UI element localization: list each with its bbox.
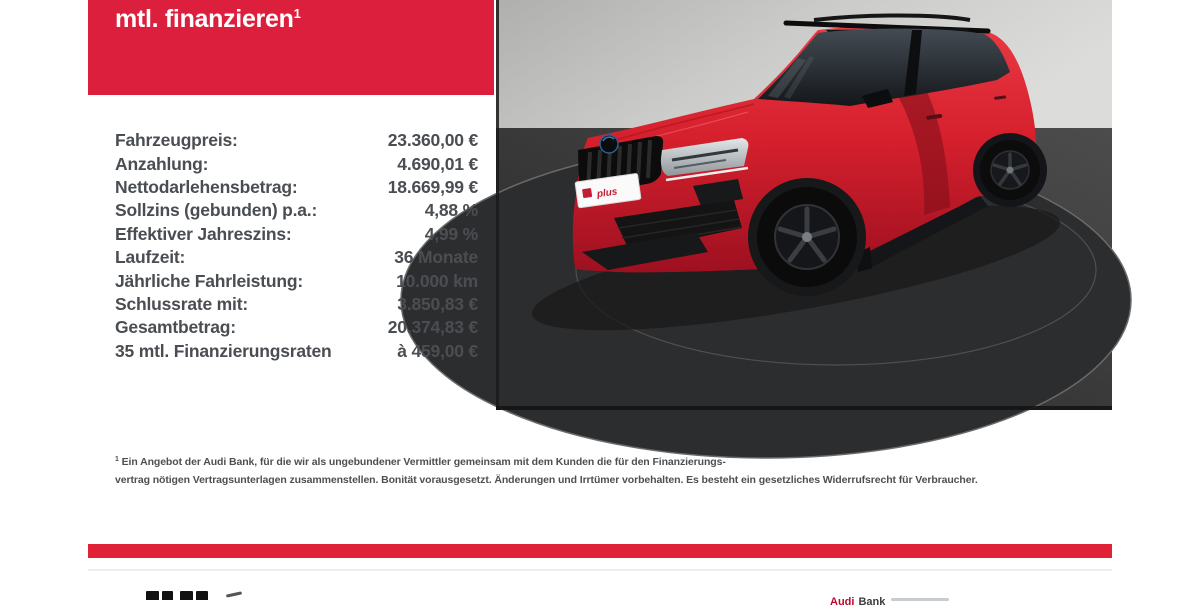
plate-text: plus <box>596 186 619 201</box>
dealer-logo-partial <box>146 591 266 600</box>
finance-table <box>115 129 478 363</box>
headline-banner <box>88 0 494 95</box>
finance-label: Jährliche Fahrleistung: <box>115 270 303 291</box>
audi-bank-logo-word2: Bank <box>858 596 886 608</box>
finance-label: Nettodarlehensbetrag: <box>115 176 298 197</box>
footnote-line1: Ein Angebot der Audi Bank, für die wir als ungebundener Vermittler gemeinsam mit dem Kunden die für den Finanzierungs- <box>121 456 726 468</box>
table-row <box>115 246 478 269</box>
finance-label: 35 mtl. Finanzierungsraten <box>115 340 332 361</box>
footnote-marker: 1 <box>115 456 119 463</box>
bottom-divider <box>88 569 1112 571</box>
finance-label: Fahrzeugpreis: <box>115 130 238 151</box>
table-row <box>115 340 478 363</box>
finance-value: 4.690,01 € <box>397 153 478 174</box>
table-row <box>115 152 478 175</box>
banner-title-text: mtl. finanzieren <box>115 5 294 33</box>
finance-value: 3.850,83 € <box>397 293 478 314</box>
footnote <box>115 451 1015 489</box>
photo-bottom-edge <box>496 406 1112 410</box>
bottom-red-bar <box>88 544 1112 558</box>
dealer-logo-fragment <box>196 591 208 600</box>
dealer-logo-fragment <box>180 591 193 600</box>
audi-bank-logo-word1: Audi <box>830 596 855 608</box>
table-row <box>115 269 478 292</box>
logo-fragment <box>891 598 949 601</box>
finance-value: 18.669,99 € <box>387 176 478 197</box>
finance-label: Anzahlung: <box>115 153 209 174</box>
dealer-logo-fragment <box>162 591 173 600</box>
finance-value: 23.360,00 € <box>387 130 478 151</box>
finance-label: Effektiver Jahreszins: <box>115 223 292 244</box>
banner-footnote-marker: 1 <box>293 6 301 21</box>
dealer-logo-fragment <box>226 591 242 597</box>
finance-value: 4,99 % <box>424 223 478 244</box>
vehicle-photo <box>496 0 1112 410</box>
finance-value: 10.000 km <box>396 270 478 291</box>
table-row <box>115 176 478 199</box>
finance-value: 36 Monate <box>394 247 478 268</box>
table-row <box>115 199 478 222</box>
finance-value: à 459,00 € <box>397 340 478 361</box>
vehicle-photo-scene <box>496 0 1112 410</box>
table-row <box>115 316 478 339</box>
finance-value: 20.374,83 € <box>387 317 478 338</box>
footnote-line2: vertrag nötigen Vertragsunterlagen zusammenstellen. Bonität vorausgesetzt. Änderungen und Irrtümer vorbehalten. Es besteht ein gesetzliches Widerrufsrecht für Verbraucher. <box>115 473 978 486</box>
photo-left-edge <box>496 0 499 410</box>
finance-value: 4,88 % <box>424 200 478 221</box>
table-row <box>115 129 478 152</box>
banner-title <box>115 5 301 34</box>
table-row <box>115 293 478 316</box>
finance-label: Gesamtbetrag: <box>115 317 236 338</box>
audi-bank-logo-partial <box>830 592 1030 608</box>
dealer-logo-fragment <box>146 591 159 600</box>
plate-logo-icon <box>582 188 592 198</box>
rear-wheel <box>973 133 1047 207</box>
table-row <box>115 223 478 246</box>
finance-label: Schlussrate mit: <box>115 293 248 314</box>
finance-label: Laufzeit: <box>115 247 186 268</box>
finance-label: Sollzins (gebunden) p.a.: <box>115 200 318 221</box>
front-wheel <box>748 178 866 296</box>
